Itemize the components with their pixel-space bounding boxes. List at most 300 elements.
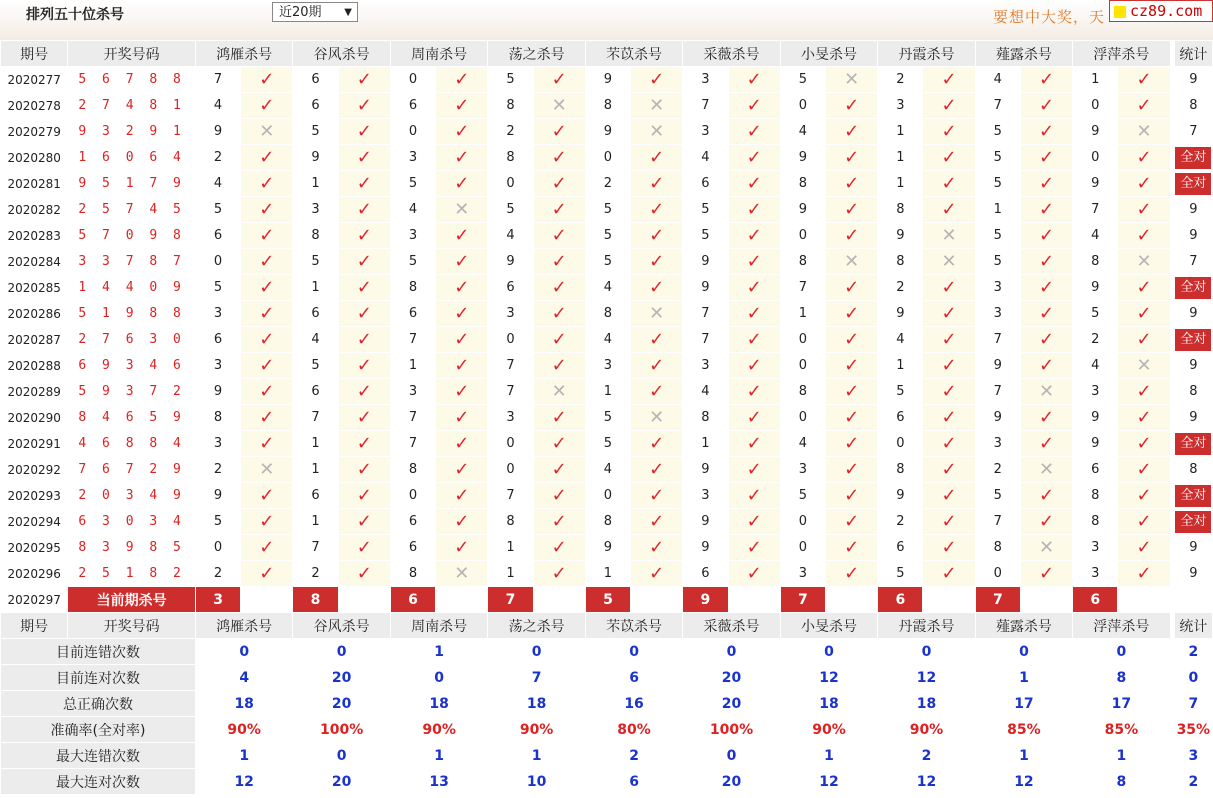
stat-value: 8 [1189, 462, 1198, 477]
result-cell [241, 561, 293, 587]
kill-number: 6 [878, 405, 923, 431]
draw-numbers: 4 6 8 8 4 [68, 431, 196, 457]
cross-icon: ✕ [649, 94, 665, 116]
cross-icon: ✕ [259, 120, 275, 142]
result-cell [631, 93, 683, 119]
kill-number: 9 [1073, 119, 1118, 145]
summary-value: 90% [878, 717, 975, 743]
row-stat [1174, 93, 1212, 119]
check-icon: ✓ [551, 510, 567, 532]
brand-logo[interactable] [1109, 0, 1213, 22]
kill-number: 5 [975, 171, 1020, 197]
result-cell [825, 145, 877, 171]
stat-value: 8 [1189, 384, 1198, 399]
kill-number: 4 [585, 275, 630, 301]
cross-icon: ✕ [649, 406, 665, 428]
header-expert: 浮萍杀号 [1073, 41, 1170, 67]
kill-number: 5 [975, 483, 1020, 509]
result-cell [631, 405, 683, 431]
kill-number: 9 [195, 483, 240, 509]
summary-value: 12 [780, 769, 877, 795]
kill-number: 7 [780, 275, 825, 301]
check-icon: ✓ [941, 172, 957, 194]
check-icon: ✓ [259, 68, 275, 90]
result-cell [631, 301, 683, 327]
check-icon: ✓ [259, 484, 275, 506]
kill-number: 8 [878, 457, 923, 483]
check-icon: ✓ [746, 562, 762, 584]
result-cell [923, 509, 975, 535]
check-icon: ✓ [844, 510, 860, 532]
kill-number: 7 [975, 509, 1020, 535]
result-cell [338, 301, 390, 327]
result-cell [436, 509, 488, 535]
check-icon: ✓ [941, 276, 957, 298]
check-icon: ✓ [1039, 120, 1055, 142]
kill-number: 0 [780, 509, 825, 535]
row-stat [1174, 457, 1212, 483]
result-cell [533, 405, 585, 431]
kill-number: 7 [488, 483, 533, 509]
result-cell [436, 249, 488, 275]
result-cell [1118, 93, 1170, 119]
check-icon: ✓ [356, 406, 372, 428]
check-icon: ✓ [1136, 536, 1152, 558]
summary-value: 90% [195, 717, 292, 743]
result-cell [533, 275, 585, 301]
result-cell [436, 119, 488, 145]
kill-number: 4 [1073, 223, 1118, 249]
result-cell [436, 145, 488, 171]
issue-number: 2020292 [1, 457, 68, 483]
result-cell [923, 119, 975, 145]
result-cell [1118, 483, 1170, 509]
kill-number: 4 [683, 379, 728, 405]
result-cell [631, 431, 683, 457]
row-stat [1174, 171, 1212, 197]
kill-number: 1 [293, 509, 338, 535]
row-stat [1174, 379, 1212, 405]
kill-number: 5 [975, 249, 1020, 275]
result-cell [241, 119, 293, 145]
issue-number: 2020291 [1, 431, 68, 457]
current-kill-label: 当前期杀号 [68, 587, 196, 613]
check-icon: ✓ [551, 484, 567, 506]
summary-value: 90% [780, 717, 877, 743]
period-select[interactable] [272, 2, 358, 22]
result-cell [338, 119, 390, 145]
check-icon: ✓ [649, 458, 665, 480]
result-cell [825, 483, 877, 509]
check-icon: ✓ [356, 276, 372, 298]
check-icon: ✓ [844, 302, 860, 324]
check-icon: ✓ [356, 328, 372, 350]
check-icon: ✓ [844, 354, 860, 376]
result-cell [825, 457, 877, 483]
kill-number: 0 [780, 93, 825, 119]
result-cell [436, 353, 488, 379]
summary-row [1, 639, 1213, 665]
result-cell [241, 249, 293, 275]
header-expert: 谷风杀号 [293, 613, 390, 639]
result-cell [923, 327, 975, 353]
kill-number: 2 [195, 145, 240, 171]
result-cell [338, 223, 390, 249]
check-icon: ✓ [746, 146, 762, 168]
result-cell [923, 353, 975, 379]
draw-numbers: 5 6 7 8 8 [68, 67, 196, 93]
kill-number: 3 [488, 405, 533, 431]
summary-label: 最大连错次数 [1, 743, 196, 769]
result-cell [728, 405, 780, 431]
summary-value: 90% [390, 717, 487, 743]
kill-number: 0 [390, 119, 435, 145]
kill-number: 6 [293, 379, 338, 405]
kill-number: 8 [1073, 249, 1118, 275]
check-icon: ✓ [551, 458, 567, 480]
check-icon: ✓ [356, 250, 372, 272]
check-icon: ✓ [1136, 172, 1152, 194]
kill-number: 9 [1073, 405, 1118, 431]
check-icon: ✓ [356, 224, 372, 246]
kill-number: 5 [1073, 301, 1118, 327]
check-icon: ✓ [551, 354, 567, 376]
summary-value: 20 [293, 769, 390, 795]
kill-number: 1 [585, 379, 630, 405]
kill-number: 1 [878, 145, 923, 171]
header-expert: 薤露杀号 [975, 41, 1072, 67]
result-cell [436, 301, 488, 327]
result-cell [241, 483, 293, 509]
check-icon: ✓ [259, 250, 275, 272]
summary-header-row [1, 613, 1213, 639]
result-cell [533, 379, 585, 405]
result-cell [241, 431, 293, 457]
table-row [1, 327, 1213, 353]
summary-value: 0 [293, 639, 390, 665]
result-cell [533, 93, 585, 119]
result-cell [825, 93, 877, 119]
result-cell [728, 223, 780, 249]
table-row [1, 145, 1213, 171]
kill-number: 3 [975, 431, 1020, 457]
check-icon: ✓ [649, 172, 665, 194]
summary-value: 18 [878, 691, 975, 717]
check-icon: ✓ [649, 562, 665, 584]
result-cell [728, 327, 780, 353]
current-blank [1118, 587, 1170, 613]
kill-number: 8 [293, 223, 338, 249]
kill-number: 5 [195, 197, 240, 223]
current-stat-blank [1174, 587, 1212, 613]
current-kill-number: 6 [1073, 587, 1118, 613]
result-cell [923, 483, 975, 509]
header-expert: 谷风杀号 [293, 41, 390, 67]
row-stat [1174, 275, 1212, 301]
result-cell [923, 249, 975, 275]
stat-value: 9 [1189, 540, 1198, 555]
issue-number: 2020286 [1, 301, 68, 327]
kill-number: 4 [488, 223, 533, 249]
kill-number-table [0, 40, 1213, 795]
result-cell [1118, 535, 1170, 561]
check-icon: ✓ [1136, 380, 1152, 402]
result-cell [1020, 379, 1072, 405]
summary-value: 8 [1073, 665, 1170, 691]
table-row [1, 67, 1213, 93]
current-kill-number: 9 [683, 587, 728, 613]
header-expert: 芣苡杀号 [585, 41, 682, 67]
check-icon: ✓ [259, 536, 275, 558]
kill-number: 0 [195, 535, 240, 561]
issue-number: 2020288 [1, 353, 68, 379]
summary-value: 16 [585, 691, 682, 717]
kill-number: 5 [585, 431, 630, 457]
summary-value: 1 [195, 743, 292, 769]
check-icon: ✓ [259, 380, 275, 402]
stat-value: 9 [1189, 410, 1198, 425]
kill-number: 2 [195, 457, 240, 483]
summary-value: 17 [975, 691, 1072, 717]
kill-number: 9 [1073, 171, 1118, 197]
result-cell [338, 327, 390, 353]
result-cell [631, 197, 683, 223]
draw-numbers: 1 6 0 6 4 [68, 145, 196, 171]
check-icon: ✓ [454, 458, 470, 480]
result-cell [631, 223, 683, 249]
kill-number: 0 [390, 483, 435, 509]
summary-value: 0 [683, 639, 780, 665]
kill-number: 8 [780, 171, 825, 197]
kill-number: 4 [1073, 353, 1118, 379]
summary-value: 100% [683, 717, 780, 743]
kill-number: 6 [488, 275, 533, 301]
current-issue-row [1, 587, 1213, 613]
page-title: 排列五十位杀号 [26, 7, 124, 23]
result-cell [1118, 431, 1170, 457]
check-icon: ✓ [649, 510, 665, 532]
summary-label: 目前连错次数 [1, 639, 196, 665]
check-icon: ✓ [454, 484, 470, 506]
cross-icon: ✕ [454, 198, 470, 220]
check-icon: ✓ [649, 536, 665, 558]
result-cell [825, 379, 877, 405]
result-cell [338, 171, 390, 197]
summary-stat: 2 [1174, 769, 1212, 795]
summary-value: 17 [1073, 691, 1170, 717]
current-issue-number: 2020297 [1, 587, 68, 613]
result-cell [631, 171, 683, 197]
issue-number: 2020278 [1, 93, 68, 119]
row-stat [1174, 509, 1212, 535]
kill-number: 9 [683, 249, 728, 275]
summary-value: 1 [975, 743, 1072, 769]
kill-number: 2 [878, 509, 923, 535]
kill-number: 5 [585, 223, 630, 249]
result-cell [436, 561, 488, 587]
result-cell [1020, 431, 1072, 457]
check-icon: ✓ [356, 484, 372, 506]
check-icon: ✓ [649, 146, 665, 168]
current-blank [825, 587, 877, 613]
check-icon: ✓ [649, 198, 665, 220]
result-cell [1020, 67, 1072, 93]
result-cell [1118, 405, 1170, 431]
summary-value: 100% [293, 717, 390, 743]
check-icon: ✓ [551, 536, 567, 558]
result-cell [533, 197, 585, 223]
result-cell [436, 93, 488, 119]
check-icon: ✓ [1136, 68, 1152, 90]
kill-number: 3 [1073, 379, 1118, 405]
check-icon: ✓ [454, 146, 470, 168]
result-cell [728, 197, 780, 223]
check-icon: ✓ [1039, 250, 1055, 272]
result-cell [825, 353, 877, 379]
check-icon: ✓ [941, 68, 957, 90]
kill-number: 9 [585, 67, 630, 93]
kill-number: 6 [390, 535, 435, 561]
result-cell [825, 535, 877, 561]
check-icon: ✓ [551, 250, 567, 272]
result-cell [728, 275, 780, 301]
header-expert: 鸿雁杀号 [195, 613, 292, 639]
check-icon: ✓ [649, 68, 665, 90]
summary-value: 1 [390, 639, 487, 665]
summary-value: 12 [780, 665, 877, 691]
check-icon: ✓ [1136, 224, 1152, 246]
check-icon: ✓ [551, 224, 567, 246]
check-icon: ✓ [941, 458, 957, 480]
kill-number: 0 [488, 327, 533, 353]
cross-icon: ✕ [844, 250, 860, 272]
result-cell [631, 457, 683, 483]
kill-number: 1 [293, 457, 338, 483]
check-icon: ✓ [941, 120, 957, 142]
check-icon: ✓ [259, 406, 275, 428]
kill-number: 3 [878, 93, 923, 119]
check-icon: ✓ [746, 302, 762, 324]
summary-stat: 7 [1174, 691, 1212, 717]
result-cell [338, 483, 390, 509]
kill-number: 0 [195, 249, 240, 275]
kill-number: 1 [1073, 67, 1118, 93]
check-icon: ✓ [1136, 276, 1152, 298]
kill-number: 5 [293, 249, 338, 275]
result-cell [241, 145, 293, 171]
result-cell [728, 301, 780, 327]
row-stat [1174, 431, 1212, 457]
summary-row [1, 743, 1213, 769]
result-cell [1020, 509, 1072, 535]
issue-number: 2020289 [1, 379, 68, 405]
check-icon: ✓ [259, 510, 275, 532]
result-cell [728, 483, 780, 509]
draw-numbers: 2 0 3 4 9 [68, 483, 196, 509]
check-icon: ✓ [551, 120, 567, 142]
check-icon: ✓ [746, 510, 762, 532]
result-cell [533, 431, 585, 457]
result-cell [436, 223, 488, 249]
check-icon: ✓ [259, 562, 275, 584]
check-icon: ✓ [259, 198, 275, 220]
cross-icon: ✕ [551, 94, 567, 116]
summary-value: 80% [585, 717, 682, 743]
result-cell [338, 275, 390, 301]
kill-number: 5 [878, 379, 923, 405]
row-stat [1174, 561, 1212, 587]
kill-number: 2 [488, 119, 533, 145]
stat-value: 9 [1189, 306, 1198, 321]
kill-number: 8 [780, 249, 825, 275]
draw-numbers: 9 5 1 7 9 [68, 171, 196, 197]
summary-value: 12 [195, 769, 292, 795]
issue-number: 2020294 [1, 509, 68, 535]
result-cell [1020, 275, 1072, 301]
check-icon: ✓ [551, 328, 567, 350]
summary-stat: 3 [1174, 743, 1212, 769]
table-row [1, 483, 1213, 509]
result-cell [533, 327, 585, 353]
check-icon: ✓ [454, 510, 470, 532]
summary-value: 10 [488, 769, 585, 795]
all-correct-badge: 全对 [1175, 329, 1211, 351]
kill-number: 1 [488, 535, 533, 561]
table-row [1, 431, 1213, 457]
kill-number: 6 [878, 535, 923, 561]
row-stat [1174, 301, 1212, 327]
result-cell [338, 561, 390, 587]
result-cell [338, 93, 390, 119]
kill-number: 0 [975, 561, 1020, 587]
check-icon: ✓ [746, 120, 762, 142]
stat-value: 7 [1189, 124, 1198, 139]
kill-number: 7 [195, 67, 240, 93]
kill-number: 8 [780, 379, 825, 405]
kill-number: 9 [1073, 275, 1118, 301]
kill-number: 0 [780, 535, 825, 561]
kill-number: 9 [293, 145, 338, 171]
result-cell [436, 431, 488, 457]
kill-number: 3 [683, 67, 728, 93]
check-icon: ✓ [844, 224, 860, 246]
check-icon: ✓ [941, 562, 957, 584]
result-cell [728, 249, 780, 275]
kill-number: 5 [878, 561, 923, 587]
check-icon: ✓ [941, 354, 957, 376]
kill-number: 3 [390, 223, 435, 249]
row-stat [1174, 483, 1212, 509]
check-icon: ✓ [649, 380, 665, 402]
result-cell [1020, 561, 1072, 587]
check-icon: ✓ [259, 432, 275, 454]
kill-number: 1 [390, 353, 435, 379]
current-blank [728, 587, 780, 613]
stat-value: 9 [1189, 566, 1198, 581]
kill-number: 5 [975, 223, 1020, 249]
result-cell [338, 197, 390, 223]
kill-number: 9 [683, 275, 728, 301]
result-cell [533, 561, 585, 587]
kill-number: 9 [683, 535, 728, 561]
kill-number: 6 [390, 93, 435, 119]
kill-number: 2 [1073, 327, 1118, 353]
result-cell [825, 223, 877, 249]
check-icon: ✓ [746, 406, 762, 428]
check-icon: ✓ [1136, 94, 1152, 116]
check-icon: ✓ [1039, 302, 1055, 324]
kill-number: 3 [975, 275, 1020, 301]
